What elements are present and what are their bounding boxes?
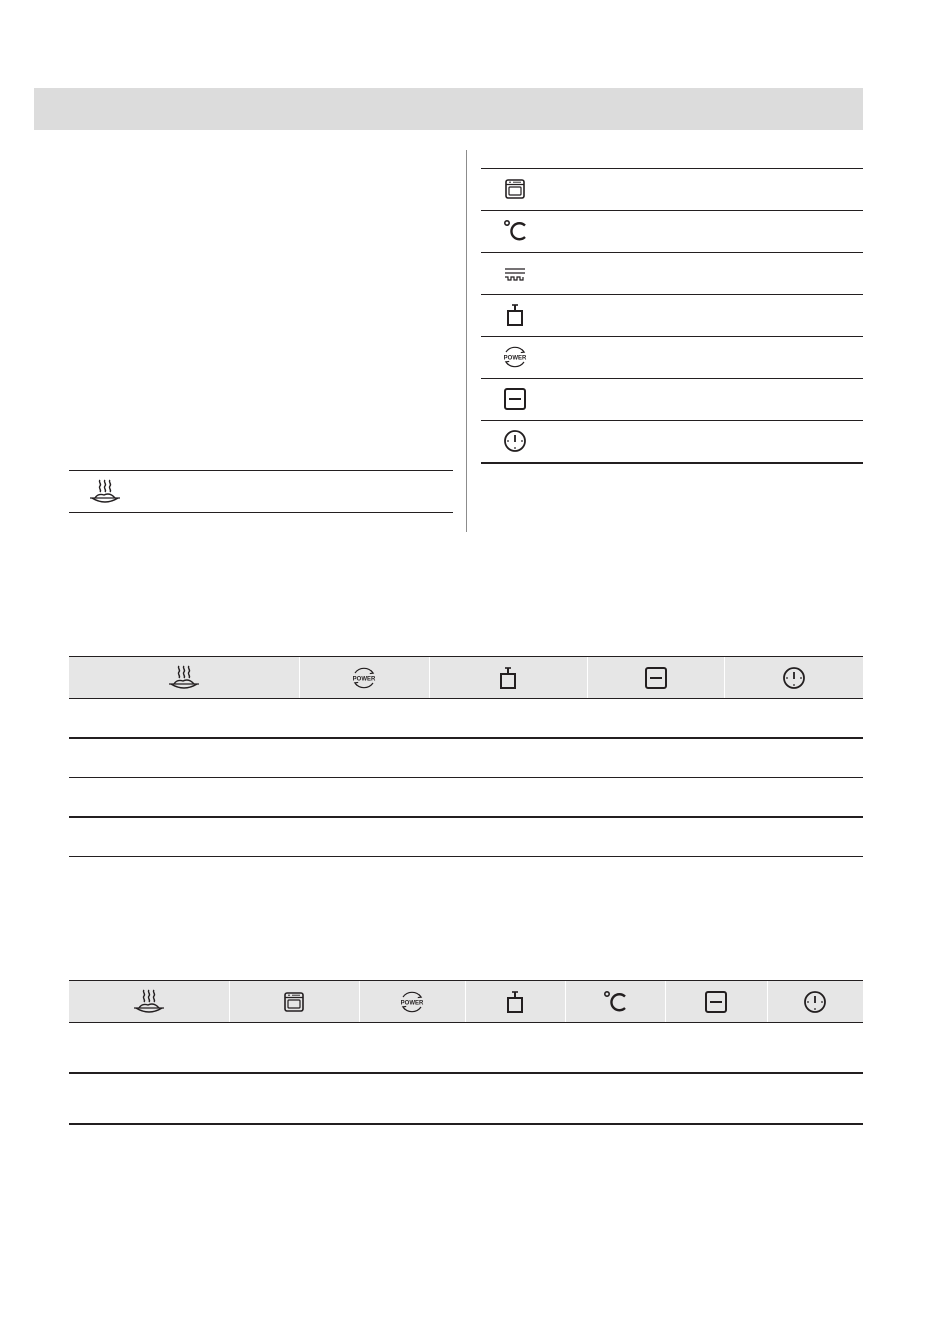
header-cell-dish (69, 657, 299, 698)
table-row (69, 818, 863, 857)
legend-row-oven (481, 168, 863, 210)
legend-row-power (481, 336, 863, 378)
oven-icon (501, 175, 529, 203)
celsius-icon (501, 217, 529, 245)
table-row (69, 1074, 863, 1125)
svg-text:POWER: POWER (400, 999, 424, 1006)
dish-icon (89, 476, 121, 508)
timer-icon (501, 301, 529, 329)
header-cell-temperature (565, 981, 665, 1022)
minus-icon (642, 664, 670, 692)
power-icon (501, 343, 529, 371)
oven-icon (280, 988, 308, 1016)
legend-row-minus (481, 378, 863, 420)
svg-text:POWER: POWER (503, 355, 527, 362)
header-cell-oven (229, 981, 359, 1022)
timer-icon (494, 664, 522, 692)
celsius-icon (601, 988, 629, 1016)
legend-row-temperature (481, 210, 863, 252)
dish-icon (133, 986, 165, 1018)
programme-table-2 (69, 980, 863, 1125)
clock-icon (501, 427, 529, 455)
table-header (69, 656, 863, 699)
clock-icon (780, 664, 808, 692)
table-row (69, 778, 863, 818)
grill-icon (501, 259, 529, 287)
legend-row-timer (481, 294, 863, 336)
legend-row-clock (481, 420, 863, 464)
header-cell-timer (465, 981, 565, 1022)
section-header-bar (34, 88, 863, 130)
legend-row-grill (481, 252, 863, 294)
table-header (69, 980, 863, 1023)
svg-text:POWER: POWER (352, 675, 376, 682)
column-divider (466, 150, 467, 532)
header-cell-power (359, 981, 465, 1022)
minus-icon (501, 385, 529, 413)
programme-table-1 (69, 656, 863, 857)
dish-legend (69, 470, 453, 513)
power-icon (350, 664, 378, 692)
minus-icon (702, 988, 730, 1016)
power-icon (398, 988, 426, 1016)
symbol-legend (481, 168, 863, 464)
header-cell-clock (767, 981, 863, 1022)
header-cell-clock (724, 657, 863, 698)
header-cell-dish (69, 981, 229, 1022)
clock-icon (801, 988, 829, 1016)
header-cell-minus (587, 657, 724, 698)
header-cell-timer (429, 657, 587, 698)
timer-icon (501, 988, 529, 1016)
table-row (69, 1023, 863, 1074)
table-row (69, 739, 863, 778)
header-cell-minus (665, 981, 767, 1022)
table-row (69, 699, 863, 739)
header-cell-power (299, 657, 429, 698)
dish-icon (168, 662, 200, 694)
